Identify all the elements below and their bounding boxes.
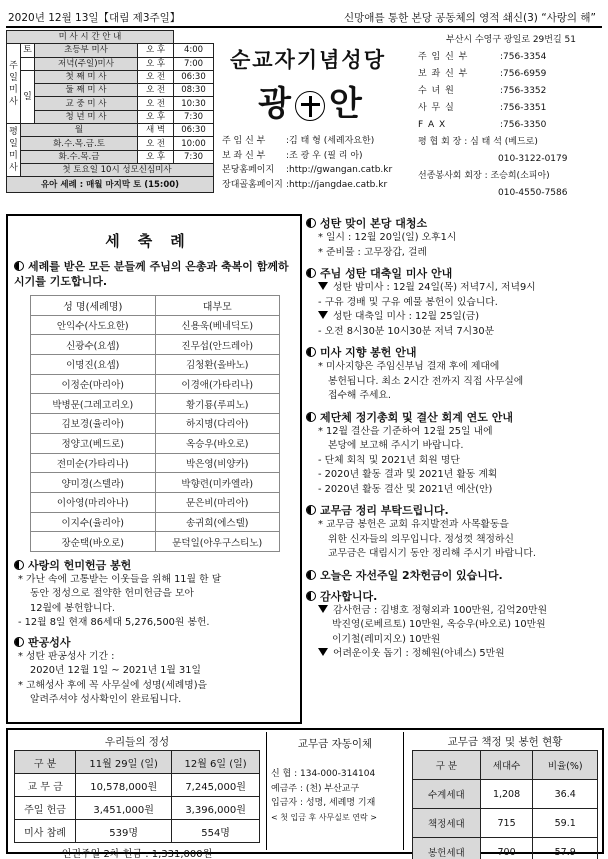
issue-date: 2020년 12월 13일【대림 제3주일】 [8,12,181,24]
table-row: 이정순(마리아) 이경애(가타리나) [31,374,280,394]
mass-title: 미 사 시 간 안 내 [7,31,174,44]
table-row: 안익수(사도요한) 신용욱(베네딕도) [31,315,280,335]
contacts: 부산시 수영구 광일로 29번길 51 주 임 신 부 : 756-3354 보 좌 신 부 : 756-6959 수 녀 원 : 756-3352 사 무 실 : 756-3351 F A X : 756-3350 평 협 회 장 : 심 태 석 (베드로) 010-3122-0179 선종봉사회 회장 : 조승희(소피아) 010-4550-7586 [418,35,576,198]
mass-schedule: 미 사 시 간 안 내 주 일 미 사 토 초등부 미사 오 후 4:00 저녁(주일)미사 오 후 7:00 일 첫 째 미 사 오 전 06:30 둘 째 미 사 오 전 08:30 교 중 미 사 오 전 10:30 청 년 미 사 오 후 7:30 평 일 미 사 월 새 벽 06:30 화.수.목.금.토 오 전 10:00 화.수.목.금 오 후 7:30 첫 토요일 10시 성모신심미사 유아 세례 : 매월 마지막 토 (15:00) [6,30,214,193]
section-bullet-icon [14,560,24,570]
dues-status: 교무금 책정 및 봉헌 현황 구 분 세대수 비율(%) 수계세대 1,208 36.4 책정세대 715 59.1 봉헌세대 700 57.9 [412,732,598,859]
table-row: 장순택(바오로) 문덕일(아우구스티노) [31,532,280,552]
baptism-title: 세축례 [105,232,203,250]
section-bullet-icon [306,218,316,228]
clergy-info: 주 임 신 부 : 김 태 형 (세례자요한) 보 좌 신 부 : 조 광 우 (필 리 아) 본당홈페이지 : http://gwangan.catb.kr 장대골홈페이지 : http://jangdae.catb.kr [222,134,412,192]
sunday-label: 주 일 미 사 [7,44,21,124]
section-bullet-icon [306,505,316,515]
yearly-theme: 신망애를 통한 본당 공동체의 영적 쇄신(3) “사랑의 해” [344,12,596,24]
right-column: 성탄 맞이 본당 대청소 * 일시 : 12월 20일(일) 오후1시 * 준비물 : 고무장갑, 걸레 주님 성탄 대축일 미사 안내 성탄 밤미사 : 12월 24일(목) 저녁7시, 저녁9시 - 구유 경배 및 구유 예물 봉헌이 있습니다. 성탄 대축일 미사 : 12월 25일(금) - 오전 8시30분 10시30분 저녁 7시30분 미사 지향 봉헌 안내 * 미사지향은 주임신부님 결재 후에 제대에 봉헌됩니다. 최소 2시간 전까지 직접 사무실에 접수해 주세요. 제단체 정기총회 및 결산 회계 연도 안내 * 12월 결산을 기준하여 12월 25일 내에 본당에 보고해 주시기 바랍니다. - 단체 회칙 및 2021년 회원 명단 - 2020년 활동 결과 및 2021년 활동 계획 - 2020년 활동 결산 및 2021년 예산(안) 교무금 정리 부탁드립니다. * 교무금 봉헌은 교회 유지발전과 사목활동을 위한 신자들의 의무입니다. 정성껏 책정하신 교무금은 대림시기 동안 정리해 주시기 바랍니다. 오늘은 자선주일 2차헌금이 있습니다. 감사합니다. 감사헌금 : 김병호 정형외과 100만원, 김억20만원 박진영(로베르토) 10만원, 옥승우(바오로) 10만원 이기철(레미지오) 10만원 어려운이웃 돕기 : 정혜원(아녜스) 5만원 [306,216,604,662]
section-bullet-icon [306,412,316,422]
table-row: 박병문(그레고리오) 황기룡(루피노) [31,394,280,414]
table-row: 교 무 금 10,578,000원 7,245,000원 [15,774,260,797]
triangle-icon [318,311,328,319]
triangle-icon [318,282,328,290]
paper-title: 광 안 [258,84,362,124]
infant-baptism: 유아 세례 : 매월 마지막 토 (15:00) [7,177,214,193]
section-rice-offering: 사랑의 헌미헌금 봉헌 [14,558,294,573]
baptism-table: 성 명(세례명) 대부모 안익수(사도요한) 신용욱(베네딕도) 신광수(요셉) 진무섭(안드레아) 이명진(요셉) 김청환(올바노) 이정순(마리아) 이경애(가타리나) 박병문(그레고리오) 황기룡(루피노) 김보경(율리아) 하지명(다리아) 정양고(베드로) 옥승우(바오로) 전미순(가타리나) 박은영(비양카) 양미경(스텔라) 박향련(미카엘라) 이아영(마리아나) 문은비(마리아) 이지수(율리아) 송귀희(에스텔) 장순택(바오로) 문덕일(아우구스티노) [30,295,280,552]
table-row: 이아영(마리아나) 문은비(마리아) [31,492,280,512]
section-bullet-icon [14,637,24,647]
offering-table: 우리들의 정성 구 분 11월 29일 (일) 12월 6일 (일) 교 무 금 10,578,000원 7,245,000원 주일 헌금 3,451,000원 3,396,000원 미사 참례 539명 554명 인권주일 2차 헌금 : 1,331,000원 [14,734,260,859]
auto-transfer: 교무금 자동이체 신 협 : 134-000-314104 예금주 : (천) 부산교구 입금자 : 성명, 세례명 기재 < 첫 입금 후 사무실로 연락 > [266,732,404,850]
table-row: 이지수(율리아) 송귀희(에스텔) [31,512,280,532]
table-row: 양미경(스텔라) 박향련(미카엘라) [31,473,280,493]
cross-icon [295,91,325,121]
table-row: 이명진(요셉) 김청환(올바노) [31,355,280,375]
section-bullet-icon [14,261,24,271]
section-bullet-icon [306,347,316,357]
table-row: 주일 헌금 3,451,000원 3,396,000원 [15,797,260,820]
header-bar [6,6,602,32]
section-confession: 판공성사 [14,635,294,650]
table-row: 미사 참례 539명 554명 [15,820,260,843]
table-row: 전미순(가타리나) 박은영(비양카) [31,453,280,473]
table-row: 봉헌세대 700 57.9 [413,838,598,859]
parish-title: 순교자기념성당 [229,47,386,72]
section-bullet-icon [306,268,316,278]
table-row: 수계세대 1,208 36.4 [413,780,598,809]
table-row: 김보경(율리아) 하지명(다리아) [31,414,280,434]
jangdae-link[interactable]: http://jangdae.catb.kr [289,179,388,190]
section-bullet-icon [306,591,316,601]
section-bullet-icon [306,570,316,580]
header-divider [6,26,602,28]
baptism-intro: 세례를 받은 모든 분들께 주님의 은총과 축복이 함께하시기를 기도합니다. [14,260,289,288]
homepage-link[interactable]: http://gwangan.catb.kr [289,165,393,175]
table-row: 신광수(요셉) 진무섭(안드레아) [31,335,280,355]
weekday-label: 평 일 미 사 [7,124,21,177]
triangle-icon [318,605,328,613]
triangle-icon [318,648,328,656]
left-column: 세축례 세례를 받은 모든 분들께 주님의 은총과 축복이 함께하시기를 기도합니다. 성 명(세례명) 대부모 안익수(사도요한) 신용욱(베네딕도) 신광수(요셉) 진무섭(안드레아) 이명진(요셉) 김청환(올바노) 이정순(마리아) 이경애(가타리나) 박병문(그레고리오) 황기룡(루피노) 김보경(율리아) 하지명(다리아) 정양고(베드로) 옥승우(바오로) 전미순(가타리나) 박은영(비양카) 양미경(스텔라) 박향련(미카엘라) 이아영(마리아나) 문은비(마리아) 이지수(율리아) 송귀희(에스텔) 장순택(바오로) 문덕일(아우구스티노) 사랑의 헌미헌금 봉헌 * 가난 속에 고통받는 이웃들을 위해 11월 한 달 동안 정성으로 절약한 헌미헌금을 모아 12월에 봉헌합니다. - 12월 8일 현재 86세대 5,276,500원 봉헌. 판공성사 * 성탄 판공성사 기간 : 2020년 12월 1일 ~ 2021년 1월 31일 * 고해성사 후에 꼭 사무실에 성명(세례명)을 알려주셔야 성사확인이 완료됩니다. [6,214,302,724]
table-row: 책정세대 715 59.1 [413,809,598,838]
table-row: 정양고(베드로) 옥승우(바오로) [31,433,280,453]
